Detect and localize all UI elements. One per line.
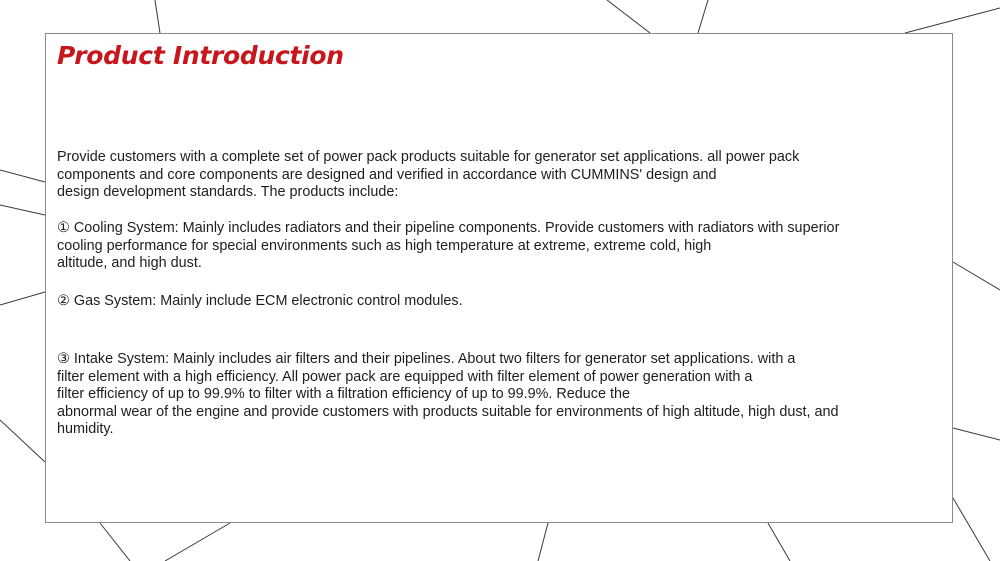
cooling-line: cooling performance for special environments such as high temperature at extreme, extreme cold, high xyxy=(57,237,712,254)
intake-line: filter efficiency of up to 99.9% to filter with a filtration efficiency of up to 99.9%. Reduce the xyxy=(57,386,631,402)
gas-system-paragraph xyxy=(57,293,937,311)
intro-line: design development standards. The products include: xyxy=(57,184,399,200)
cooling-line: altitude, and high dust. xyxy=(57,255,202,271)
intro-paragraph xyxy=(57,149,937,202)
gas-line: ② Gas System: Mainly include ECM electronic control modules. xyxy=(57,293,463,309)
page-title: Product Introduction xyxy=(57,41,344,70)
intake-system-paragraph xyxy=(57,351,937,439)
intake-line: abnormal wear of the engine and provide customers with products suitable for environments of high altitude, high dust, and xyxy=(57,403,839,420)
cooling-line: ① Cooling System: Mainly includes radiators and their pipeline components. Provide customers with radiators with superior xyxy=(57,220,840,236)
content-card xyxy=(45,33,953,523)
intake-line: filter element with a high efficiency. All power pack are equipped with filter element of power generation with a xyxy=(57,368,753,385)
intro-line: components and core components are designed and verified in accordance with CUMMINS' design and xyxy=(57,166,717,183)
intake-line: humidity. xyxy=(57,421,114,437)
intro-line: Provide customers with a complete set of power pack products suitable for generator set applications. all power pack xyxy=(57,149,800,165)
intake-line: ③ Intake System: Mainly includes air filters and their pipelines. About two filters for generator set applications. with a xyxy=(57,351,796,367)
cooling-system-paragraph xyxy=(57,220,937,273)
